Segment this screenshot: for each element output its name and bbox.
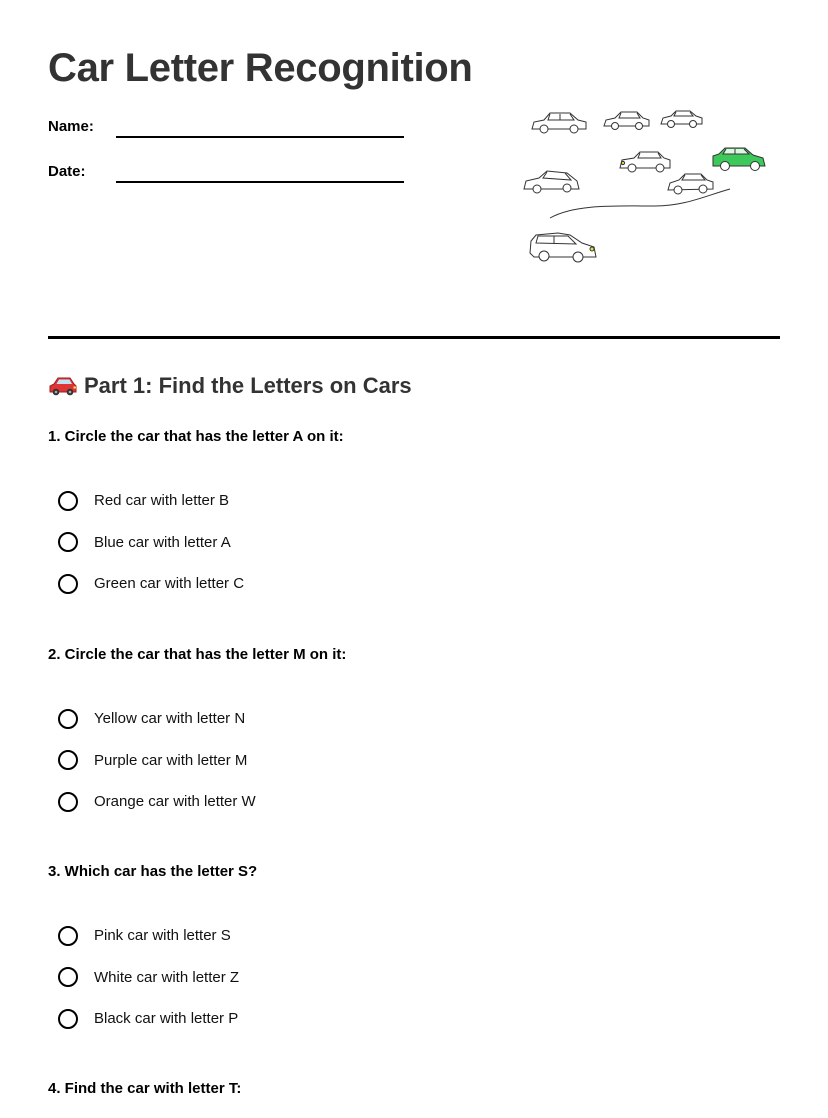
question-2-option-3[interactable] [58,781,256,823]
question-1-option-2[interactable] [58,522,244,564]
question-1 [48,428,748,593]
option-label: Green car with letter C [94,575,245,593]
question-1-options [58,480,244,605]
question-1-option-1[interactable] [58,480,244,522]
section-heading-text: Part 1: Find the Letters on Cars [84,373,412,398]
question-2-option-1[interactable] [58,698,256,740]
section-divider [48,336,780,339]
question-3-option-1[interactable] [58,915,239,957]
section-heading [48,373,412,399]
radio-circle[interactable] [58,709,78,729]
question-1-option-3[interactable] [58,563,244,605]
sketch-car-5 [524,171,579,193]
sketch-car-4 [620,152,670,172]
option-label: Black car with letter P [94,1010,239,1028]
sketch-car-1 [532,113,586,133]
option-label: Yellow car with letter N [94,710,246,728]
question-3-option-3[interactable] [58,998,239,1040]
radio-circle[interactable] [58,967,78,987]
question-2-text: 2. Circle the car that has the letter M on it: [48,646,347,663]
question-1-text: 1. Circle the car that has the letter A on it: [48,428,344,445]
question-3 [48,863,748,1028]
radio-circle[interactable] [58,792,78,812]
name-write-line[interactable] [116,136,404,138]
worksheet-title: Car Letter Recognition [48,46,473,90]
sketch-car-6 [668,174,713,194]
sketch-car-7 [530,233,596,262]
option-label: White car with letter Z [94,968,240,986]
question-3-options [58,915,239,1040]
date-label: Date: [48,163,86,180]
question-2-option-2[interactable] [58,740,256,782]
question-3-text: 3. Which car has the letter S? [48,863,258,880]
option-label: Blue car with letter A [94,533,231,551]
date-field [48,155,408,185]
name-field [48,110,408,140]
sketch-car-3 [661,111,702,128]
sketch-car-green [713,148,765,171]
radio-circle[interactable] [58,574,78,594]
name-label: Name: [48,118,94,135]
option-label: Orange car with letter W [94,793,256,811]
question-2 [48,646,748,811]
radio-circle[interactable] [58,1009,78,1029]
radio-circle[interactable] [58,926,78,946]
sketch-car-2 [604,112,649,130]
radio-circle[interactable] [58,750,78,770]
radio-circle[interactable] [58,532,78,552]
date-write-line[interactable] [116,181,404,183]
red-car-emoji-icon [48,374,78,398]
question-4 [48,1080,748,1097]
option-label: Pink car with letter S [94,927,231,945]
option-label: Red car with letter B [94,492,230,510]
question-3-option-2[interactable] [58,957,239,999]
cars-sketch-illustration [515,96,785,276]
option-label: Purple car with letter M [94,751,248,769]
question-4-text: 4. Find the car with letter T: [48,1080,242,1097]
question-2-options [58,698,256,823]
radio-circle[interactable] [58,491,78,511]
